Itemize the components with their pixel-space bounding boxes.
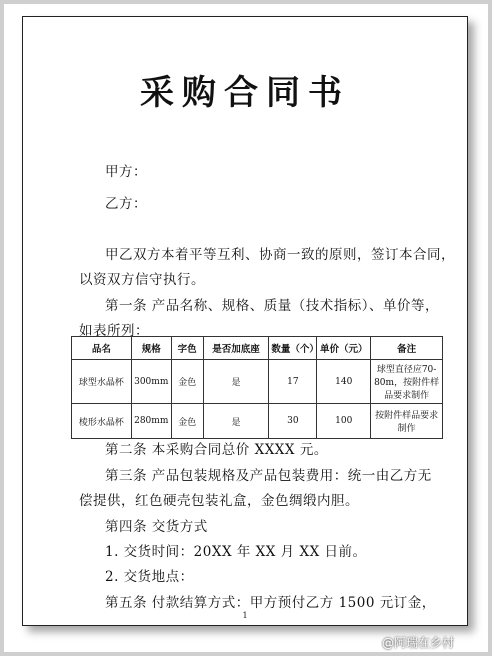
- table-header-cell: 规格: [131, 337, 171, 360]
- document-page: [22, 16, 468, 626]
- article-4-item-1: 1. 交货时间：20XX 年 XX 月 XX 日前。: [105, 544, 367, 560]
- intro-line-2: 以资双方信守执行。: [79, 272, 205, 288]
- party-b-label: 乙方：: [105, 196, 147, 212]
- table-cell: 棱形水晶杯: [72, 404, 132, 439]
- article-3-line-2: 偿提供，红色硬壳包装礼盒，金色绸缎内胆。: [79, 493, 359, 509]
- article-4-item-2: 2. 交货地点：: [105, 569, 194, 585]
- table-cell: 100: [317, 404, 371, 439]
- table-cell: 300mm: [131, 360, 171, 404]
- table-header-row: [72, 337, 443, 360]
- table-cell: 是: [203, 404, 269, 439]
- article-1-line-1: 第一条 产品名称、规格、质量（技术指标）、单价等，: [105, 298, 440, 314]
- product-table: [71, 336, 443, 439]
- table-cell: 280mm: [131, 404, 171, 439]
- page-number: 1: [242, 611, 248, 620]
- intro-line-1: 甲乙双方本着平等互利、协商一致的原则，签订本合同，: [105, 247, 455, 263]
- watermark: @阿瑞在乡村: [382, 636, 455, 650]
- table-cell: 30: [269, 404, 317, 439]
- table-cell: 球型水晶杯: [72, 360, 132, 404]
- article-2: 第二条 本采购合同总价 XXXX 元。: [105, 442, 328, 458]
- table-header-cell: 品名: [72, 337, 132, 360]
- table-row: [72, 360, 443, 404]
- table-cell: 球型直径应70-80m，按附件样品要求制作: [371, 360, 443, 404]
- table-header-cell: 是否加底座: [203, 337, 269, 360]
- document-title: 采购合同书: [140, 73, 350, 113]
- article-4-heading: 第四条 交货方式: [105, 519, 208, 535]
- table-cell: 17: [269, 360, 317, 404]
- party-a-label: 甲方：: [105, 164, 147, 180]
- article-5: 第五条 付款结算方式：甲方预付乙方 1500 元订金，: [105, 595, 436, 611]
- table-header-cell: 单价（元）: [317, 337, 371, 360]
- table-header-cell: 数量（个）: [269, 337, 317, 360]
- table-header-cell: 字色: [171, 337, 203, 360]
- article-1-line-2: 如表所列：: [79, 323, 149, 339]
- table-cell: 是: [203, 360, 269, 404]
- table-cell: 金色: [171, 360, 203, 404]
- table-row: [72, 404, 443, 439]
- article-3-line-1: 第三条 产品包装规格及产品包装费用：统一由乙方无: [105, 468, 432, 484]
- table-cell: 140: [317, 360, 371, 404]
- table-cell: 按附件样品要求制作: [371, 404, 443, 439]
- table-cell: 金色: [171, 404, 203, 439]
- table-header-cell: 备注: [371, 337, 443, 360]
